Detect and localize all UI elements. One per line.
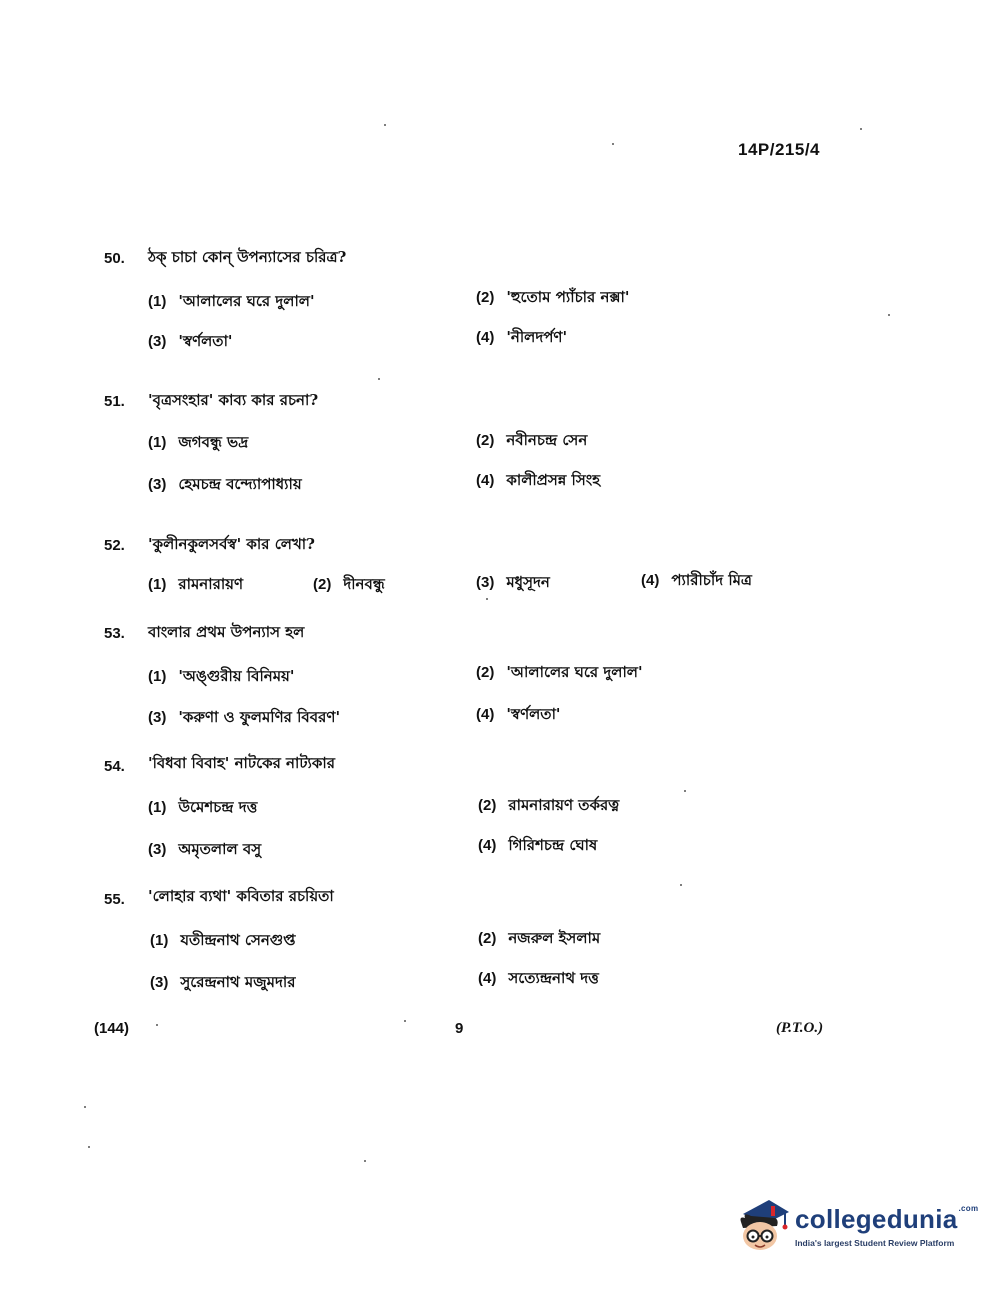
option-1: (1) উমেশচন্দ্র দত্ত [148,798,258,816]
scan-speck [860,128,862,130]
question-number: 53. [104,625,125,642]
option-1: (1) 'অঙ্গুরীয় বিনিময়' [148,667,295,685]
option-3: (3) মধুসূদন [476,573,550,591]
footer-code: (144) [94,1020,130,1037]
pto-label: (P.T.O.) [776,1020,824,1036]
option-3: (3) 'করুণা ও ফুলমণির বিবরণ' [148,708,341,726]
question-text: 'কুলীনকুলসর্বস্ব' কার লেখা? [148,535,315,553]
scan-speck [88,1146,90,1148]
scan-speck [612,143,614,145]
page-number: 9 [455,1020,464,1037]
scan-speck [404,1020,406,1022]
option-2: (2) নজরুল ইসলাম [478,929,601,947]
option-3: (3) অমৃতলাল বসু [148,840,262,858]
question-text: 'বিধবা বিবাহ' নাটকের নাট্যকার [148,754,335,772]
collegedunia-logo [735,1196,979,1256]
option-2: (2) 'আলালের ঘরে দুলাল' [476,663,643,681]
option-3: (3) 'স্বর্ণলতা' [148,332,233,350]
scan-speck [680,884,682,886]
option-4: (4) 'স্বর্ণলতা' [476,705,561,723]
option-1: (1) যতীন্দ্রনাথ সেনগুপ্ত [150,931,296,949]
question-number: 51. [104,393,125,410]
scan-speck [156,1024,158,1026]
page-code: 14P/215/4 [738,140,821,159]
question-number: 55. [104,891,125,908]
option-4: (4) সত্যেন্দ্রনাথ দত্ত [478,969,599,987]
question-number: 52. [104,537,125,554]
option-1: (1) রামনারায়ণ [148,575,244,593]
scan-speck [486,598,488,600]
scan-speck [364,1160,366,1162]
question-number: 50. [104,250,125,267]
option-4: (4) কালীপ্রসন্ন সিংহ [476,471,601,489]
scan-speck [888,314,890,316]
option-3: (3) সুরেন্দ্রনাথ মজুমদার [150,973,296,991]
option-4: (4) প্যারীচাঁদ মিত্র [641,571,752,589]
logo-tagline: India's largest Student Review Platform [795,1238,955,1248]
question-number: 54. [104,758,125,775]
option-1: (1) 'আলালের ঘরে দুলাল' [148,292,315,310]
option-2: (2) 'হুতোম প্যাঁচার নক্সা' [476,288,630,306]
option-4: (4) 'নীলদর্পণ' [476,328,568,346]
option-2: (2) রামনারায়ণ তর্করত্ন [478,796,620,814]
option-3: (3) হেমচন্দ্র বন্দ্যোপাধ্যায় [148,475,302,493]
mascot-icon [735,1196,791,1256]
scan-speck [84,1106,86,1108]
logo-wordmark: collegedunia$^{.com}$ [795,1204,979,1234]
option-4: (4) গিরিশচন্দ্র ঘোষ [478,836,598,854]
question-text: 'লোহার ব্যথা' কবিতার রচয়িতা [148,887,334,905]
scan-speck [384,124,386,126]
option-2: (2) দীনবন্ধু [313,575,385,593]
scan-speck [684,790,686,792]
question-text: ঠক্ চাচা কোন্ উপন্যাসের চরিত্র? [148,248,347,266]
scan-speck [378,378,380,380]
question-text: বাংলার প্রথম উপন্যাস হল [148,623,305,641]
question-text: 'বৃত্রসংহার' কাব্য কার রচনা? [148,391,319,409]
option-1: (1) জগবন্ধু ভদ্র [148,433,249,451]
option-2: (2) নবীনচন্দ্র সেন [476,431,588,449]
